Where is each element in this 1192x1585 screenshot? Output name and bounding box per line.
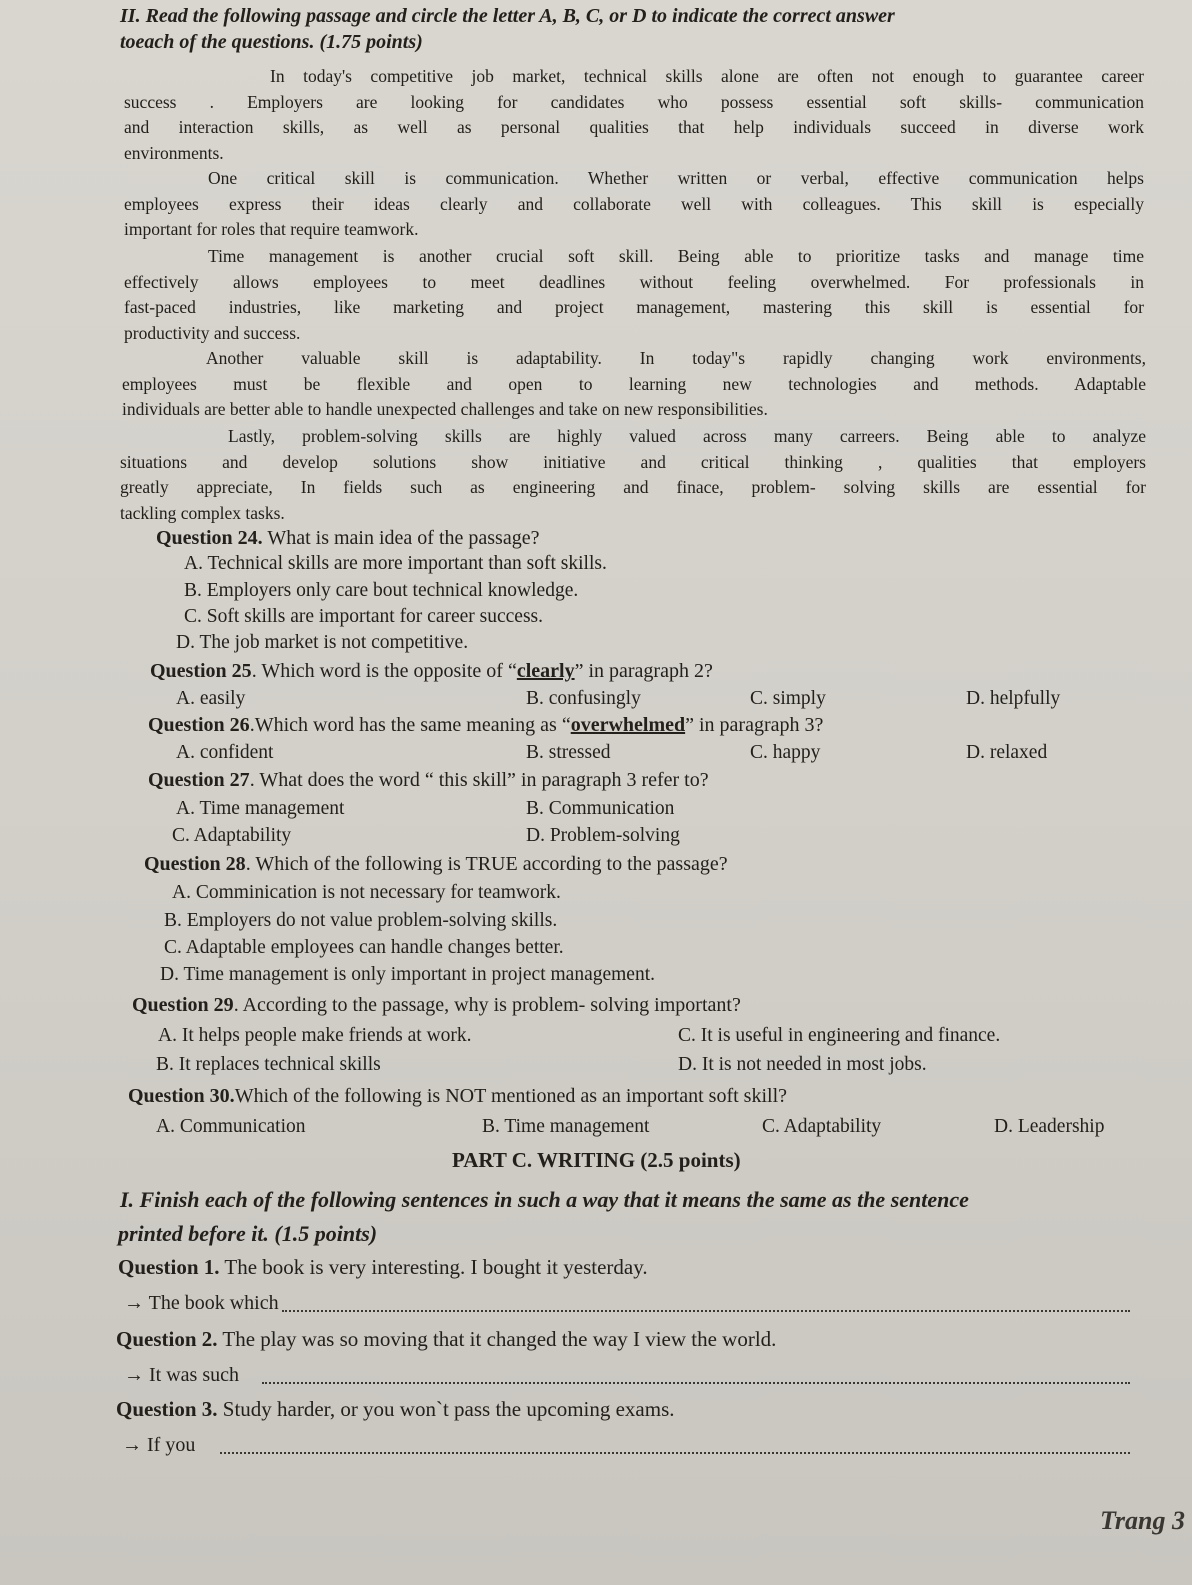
question-24: [156, 525, 539, 551]
reading-heading-line1: II. Read the following passage and circle the letter A, B, C, or D to indicate the correct answer: [120, 5, 895, 27]
option-29-a[interactable]: A. It helps people make friends at work.: [158, 1025, 472, 1046]
passage-line: greatly appreciate, In fields such as engineering and finace, problem- solving skills are essential for: [120, 477, 1146, 498]
question-text: .Which word has the same meaning as “: [249, 714, 571, 736]
option-28-a[interactable]: A. Comminication is not necessary for teamwork.: [172, 882, 561, 903]
question-text: ” in paragraph 2?: [574, 660, 713, 682]
page-number-label: Trang 3: [1100, 1506, 1185, 1535]
option-30-d[interactable]: D. Leadership: [994, 1116, 1105, 1137]
question-text: Which of the following is NOT mentioned as an important soft skill?: [234, 1085, 788, 1107]
question-label: Question 27: [148, 769, 250, 791]
question-label: Question 28: [144, 853, 246, 875]
passage-paragraph-3: [124, 244, 1144, 346]
answer-line-2[interactable]: [262, 1382, 1130, 1384]
option-27-b[interactable]: B. Communication: [526, 798, 675, 819]
passage-line: environments.: [124, 142, 224, 163]
question-text: . According to the passage, why is problem- solving important?: [233, 994, 741, 1016]
writing-question-1: [118, 1254, 648, 1280]
option-24-c[interactable]: C. Soft skills are important for career success.: [184, 606, 544, 627]
option-25-a[interactable]: A. easily: [176, 688, 246, 709]
option-27-c[interactable]: C. Adaptability: [172, 825, 292, 846]
question-27: [148, 767, 709, 793]
option-25-d[interactable]: D. helpfully: [966, 688, 1061, 709]
writing-prompt-2: → It was such: [124, 1364, 239, 1386]
passage-paragraph-5: [120, 424, 1146, 526]
question-label: Question 25: [150, 660, 252, 682]
passage-line: tackling complex tasks.: [120, 502, 285, 523]
question-text: . What does the word “ this skill” in paragraph 3 refer to?: [249, 769, 709, 791]
passage-paragraph-2: [124, 166, 1144, 243]
option-29-d[interactable]: D. It is not needed in most jobs.: [678, 1054, 927, 1075]
option-25-b[interactable]: B. confusingly: [526, 688, 641, 709]
question-text: . Which word is the opposite of “: [251, 660, 517, 682]
question-29: [132, 992, 741, 1018]
option-26-a[interactable]: A. confident: [176, 742, 274, 763]
writing-question-2: [116, 1326, 776, 1352]
question-label: Question 3.: [116, 1397, 218, 1421]
part-c-title: PART C. WRITING (2.5 points): [452, 1148, 741, 1172]
question-text: Study harder, or you won`t pass the upcoming exams.: [217, 1397, 675, 1421]
writing-instruction-line1: I. Finish each of the following sentences in such a way that it means the same as the sentence: [120, 1187, 969, 1212]
passage-line: In today's competitive job market, technical skills alone are often not enough to guarantee career: [270, 66, 1144, 86]
keyword-overwhelmed: overwhelmed: [570, 714, 686, 736]
question-text: The play was so moving that it changed the way I view the world.: [217, 1327, 777, 1351]
question-label: Question 1.: [118, 1255, 220, 1279]
question-text: What is main idea of the passage?: [262, 527, 540, 549]
writing-prompt-3: → If you: [122, 1434, 196, 1456]
option-24-a[interactable]: A. Technical skills are more important than soft skills.: [184, 553, 607, 574]
option-28-b[interactable]: B. Employers do not value problem-solving skills.: [164, 910, 558, 931]
passage-line: Lastly, problem-solving skills are highly valued across many carreers. Being able to analyze: [228, 426, 1146, 446]
passage-line: and interaction skills, as well as personal qualities that help individuals succeed in diverse work: [124, 117, 1144, 138]
question-30: [128, 1083, 787, 1109]
question-label: Question 30.: [128, 1085, 235, 1107]
question-label: Question 26: [148, 714, 250, 736]
passage-line: important for roles that require teamwork.: [124, 219, 419, 240]
question-25: [150, 658, 713, 684]
option-28-c[interactable]: C. Adaptable employees can handle changes better.: [164, 937, 564, 958]
question-label: Question 29: [132, 994, 234, 1016]
option-30-b[interactable]: B. Time management: [482, 1116, 650, 1137]
passage-line: success . Employers are looking for candidates who possess essential soft skills- communication: [124, 91, 1144, 112]
option-29-c[interactable]: C. It is useful in engineering and finance.: [678, 1025, 1001, 1046]
option-26-c[interactable]: C. happy: [750, 742, 821, 763]
option-26-b[interactable]: B. stressed: [526, 742, 611, 763]
passage-line: Time management is another crucial soft skill. Being able to prioritize tasks and manage time: [208, 246, 1144, 266]
option-28-d[interactable]: D. Time management is only important in project management.: [160, 964, 655, 985]
question-label: Question 2.: [116, 1327, 218, 1351]
passage-line: fast-paced industries, like marketing and project management, mastering this skill is essential for: [124, 297, 1144, 318]
keyword-clearly: clearly: [516, 660, 575, 682]
reading-heading-line2: toeach of the questions. (1.75 points): [120, 31, 423, 53]
answer-line-3[interactable]: [220, 1452, 1130, 1454]
passage-line: employees must be flexible and open to learning new technologies and methods. Adaptable: [122, 373, 1146, 394]
option-27-d[interactable]: D. Problem-solving: [526, 825, 680, 846]
question-26: [148, 712, 823, 738]
passage-line: One critical skill is communication. Whether written or verbal, effective communication helps: [208, 168, 1144, 188]
answer-line-1[interactable]: [282, 1310, 1130, 1312]
passage-line: employees express their ideas clearly and collaborate well with colleagues. This skill is especially: [124, 193, 1144, 214]
passage-line: Another valuable skill is adaptability. In today"s rapidly changing work environments,: [206, 348, 1146, 368]
option-30-c[interactable]: C. Adaptability: [762, 1116, 882, 1137]
passage-paragraph-4: [122, 346, 1146, 423]
option-24-b[interactable]: B. Employers only care bout technical knowledge.: [184, 580, 579, 601]
passage-line: productivity and success.: [124, 322, 301, 343]
option-29-b[interactable]: B. It replaces technical skills: [156, 1054, 381, 1075]
passage-paragraph-1: [124, 64, 1144, 166]
passage-line: situations and develop solutions show initiative and critical thinking , qualities that employers: [120, 451, 1146, 472]
question-text: The book is very interesting. I bought it yesterday.: [219, 1255, 648, 1279]
question-label: Question 24.: [156, 527, 263, 549]
option-27-a[interactable]: A. Time management: [176, 798, 345, 819]
option-30-a[interactable]: A. Communication: [156, 1116, 306, 1137]
question-text: ” in paragraph 3?: [685, 714, 824, 736]
question-28: [144, 851, 728, 877]
option-26-d[interactable]: D. relaxed: [966, 742, 1048, 763]
option-24-d[interactable]: D. The job market is not competitive.: [176, 632, 469, 653]
writing-prompt-1: → The book which: [124, 1292, 279, 1314]
writing-question-3: [116, 1396, 675, 1422]
question-text: . Which of the following is TRUE according to the passage?: [245, 853, 728, 875]
passage-line: individuals are better able to handle unexpected challenges and take on new responsibilities.: [122, 399, 768, 420]
passage-line: effectively allows employees to meet deadlines without feeling overwhelmed. For professionals in: [124, 271, 1144, 292]
option-25-c[interactable]: C. simply: [750, 688, 826, 709]
writing-instruction-line2: printed before it. (1.5 points): [118, 1221, 378, 1246]
